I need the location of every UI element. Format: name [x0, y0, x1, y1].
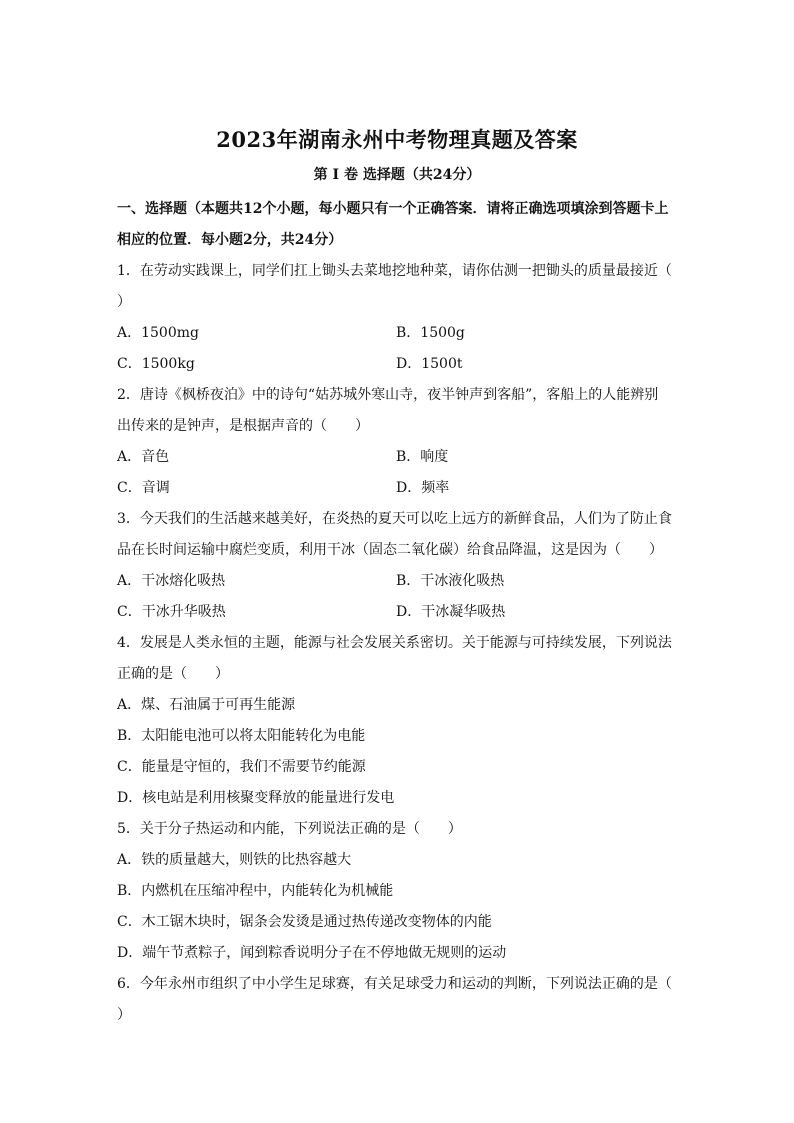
question-2-stem-line-1: 2．唐诗《枫桥夜泊》中的诗句“姑苏城外寒山寺，夜半钟声到客船”，客船上的人能辨别	[117, 387, 659, 403]
question-1-option-d: D．1500t	[396, 356, 463, 372]
question-2-option-c: C．音调	[117, 480, 170, 496]
question-3-stem-line-1: 3．今天我们的生活越来越美好，在炎热的夏天可以吃上远方的新鲜食品，人们为了防止食	[117, 511, 672, 527]
question-4-option-b: B．太阳能电池可以将太阳能转化为电能	[117, 728, 366, 744]
question-3-stem-line-2: 品在长时间运输中腐烂变质，利用干冰（固态二氧化碳）给食品降温，这是因为（ ）	[117, 542, 663, 558]
question-2-stem-line-2: 出传来的是钟声，是根据声音的（ ）	[117, 418, 369, 434]
question-6-stem-line-1: 6．今年永州市组织了中小学生足球赛，有关足球受力和运动的判断，下列说法正确的是（	[117, 976, 672, 992]
document-title: 2023年湖南永州中考物理真题及答案	[216, 127, 578, 152]
question-1-option-b: B．1500g	[396, 325, 465, 341]
question-5-option-d: D．端午节煮粽子，闻到粽香说明分子在不停地做无规则的运动	[117, 945, 507, 961]
question-3-option-d: D．干冰凝华吸热	[396, 604, 506, 620]
question-5-option-b: B．内燃机在压缩冲程中，内能转化为机械能	[117, 883, 394, 899]
question-4-option-d: D．核电站是利用核聚变释放的能量进行发电	[117, 790, 395, 806]
question-4-stem-line-1: 4．发展是人类永恒的主题，能源与社会发展关系密切。关于能源与可持续发展，下列说法	[117, 635, 672, 651]
instructions-line-1: 一、选择题（本题共12个小题，每小题只有一个正确答案．请将正确选项填涂到答题卡上	[117, 201, 669, 217]
question-2-option-a: A．音色	[117, 449, 170, 465]
question-5-stem-line-1: 5．关于分子热运动和内能，下列说法正确的是（ ）	[117, 821, 462, 837]
question-1-option-c: C．1500kg	[117, 356, 195, 372]
question-1-option-a: A．1500mg	[117, 325, 199, 341]
instructions-line-2: 相应的位置．每小题2分，共24分）	[117, 232, 343, 248]
question-2-option-d: D．频率	[396, 480, 450, 496]
question-6-stem-line-2: ）	[117, 1007, 131, 1023]
question-1-stem-line-1: 1．在劳动实践课上，同学们扛上锄头去菜地挖地种菜，请你估测一把锄头的质量最接近（	[117, 263, 672, 279]
question-3-option-a: A．干冰熔化吸热	[117, 573, 226, 589]
question-1-stem-line-2: ）	[117, 294, 131, 310]
question-4-option-a: A．煤、石油属于可再生能源	[117, 697, 296, 713]
section-heading: 第 I 卷 选择题（共24分）	[313, 167, 481, 183]
question-4-option-c: C．能量是守恒的，我们不需要节约能源	[117, 759, 366, 775]
question-4-stem-line-2: 正确的是（ ）	[117, 666, 229, 682]
question-3-option-c: C．干冰升华吸热	[117, 604, 226, 620]
question-5-option-a: A．铁的质量越大，则铁的比热容越大	[117, 852, 352, 868]
question-2-option-b: B．响度	[396, 449, 449, 465]
question-3-option-b: B．干冰液化吸热	[396, 573, 505, 589]
question-5-option-c: C．木工锯木块时，锯条会发烫是通过热传递改变物体的内能	[117, 914, 492, 930]
